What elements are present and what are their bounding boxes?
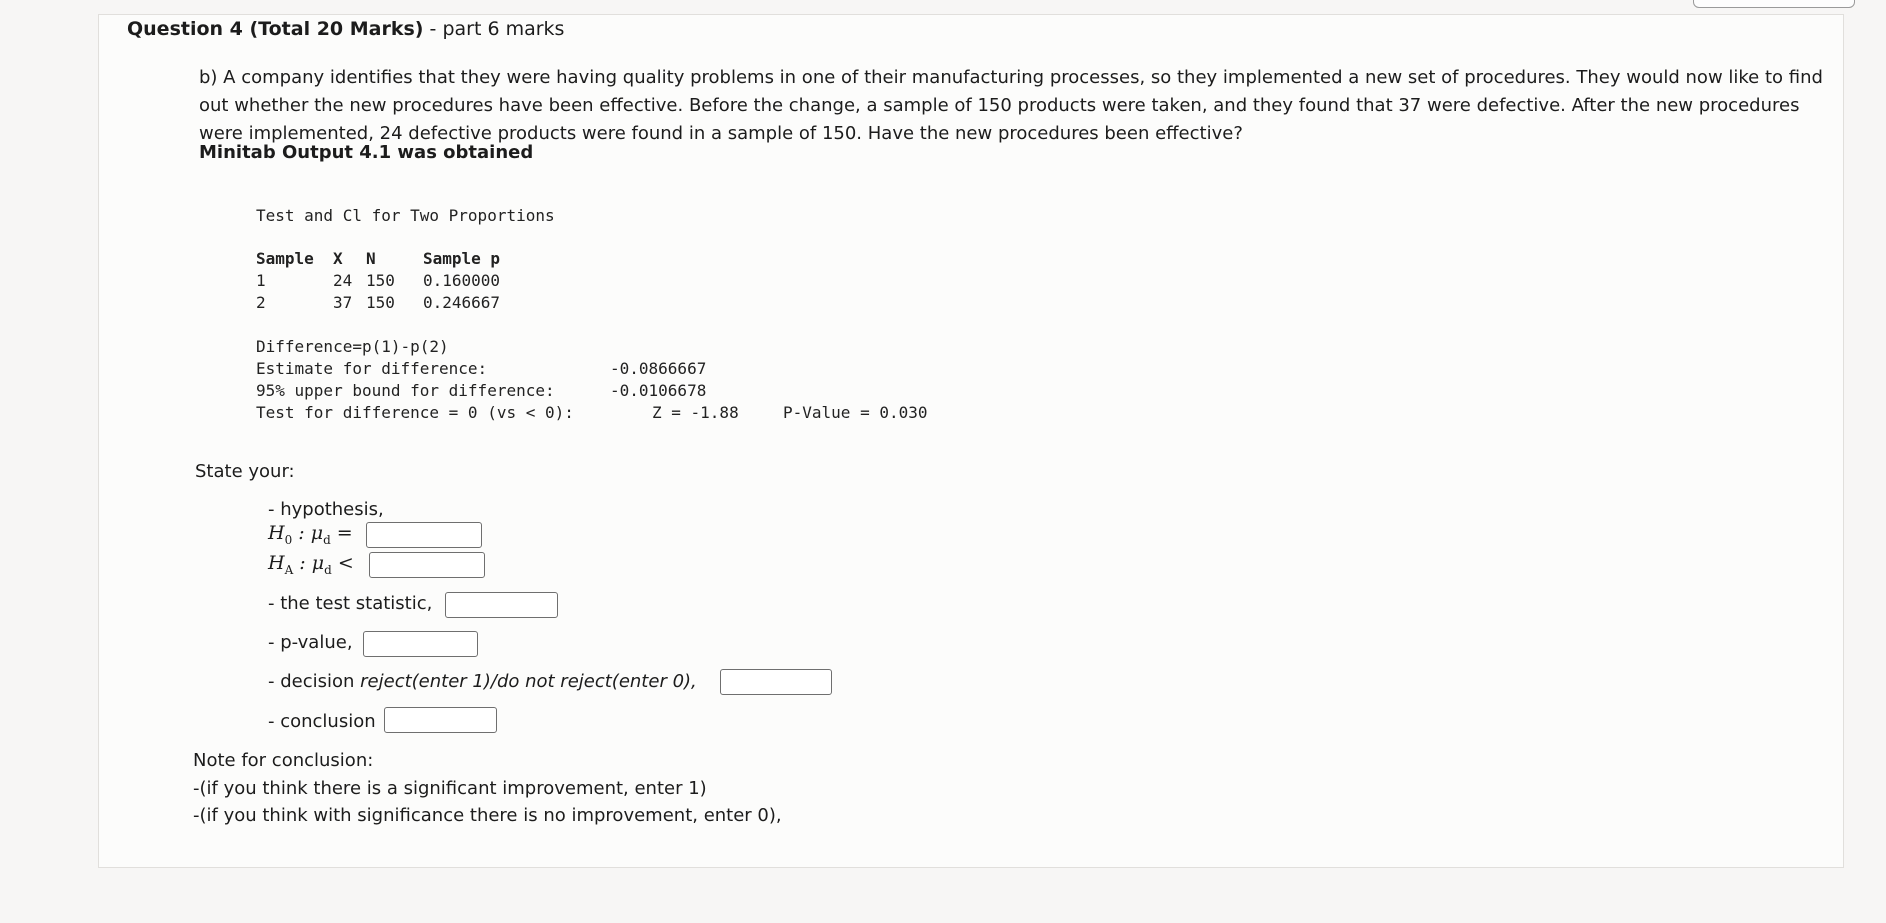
p-value-output: P-Value = 0.030 — [783, 403, 928, 422]
question-title: Question 4 (Total 20 Marks) — [127, 18, 424, 40]
ha-expression: $H_A$ : $\mu_d$ < — [268, 552, 354, 577]
question-header — [127, 18, 564, 40]
row1-p: 0.160000 — [423, 271, 501, 290]
row2-p: 0.246667 — [423, 293, 501, 312]
upper-bound-value: -0.0106678 — [610, 381, 707, 400]
col-sample: Sample — [256, 249, 314, 268]
test-statistic-label: - the test statistic, — [268, 593, 433, 614]
question-part: - part 6 marks — [429, 18, 565, 40]
output-title: Test and Cl for Two Proportions — [256, 206, 555, 225]
h0-input[interactable] — [366, 522, 482, 548]
col-n: N — [366, 249, 376, 268]
test-statistic-input[interactable] — [445, 592, 558, 618]
note-line-1: -(if you think there is a significant improvement, enter 1) — [193, 778, 707, 799]
decision-label: - decision reject(enter 1)/do not reject(enter 0), — [268, 671, 697, 692]
note-line-2: -(if you think with significance there is no improvement, enter 0), — [193, 805, 782, 826]
test-difference-label: Test for difference = 0 (vs < 0): — [256, 403, 574, 422]
p-value-input[interactable] — [363, 631, 478, 657]
hypothesis-label: - hypothesis, — [268, 499, 384, 520]
top-button[interactable] — [1693, 0, 1855, 8]
row2-sample: 2 — [256, 293, 266, 312]
problem-text: b) A company identifies that they were having quality problems in one of their manufacturing processes, so they implemented a new set of procedures. They would now like to find out whether the new procedures have been effective. Before the change, a sample of 150 products were taken, and they found that 37 were defective. After the new procedures were implemented, 24 defective products were found in a sample of 150. Have the new procedures been effective? — [199, 67, 1823, 144]
h0-expression: $H_0$ : $\mu_d$ = — [268, 522, 353, 547]
estimate-label: Estimate for difference: — [256, 359, 488, 378]
row1-x: 24 — [333, 271, 353, 290]
col-x: X — [333, 249, 343, 268]
p-value-label: - p-value, — [268, 632, 353, 653]
difference-definition: Difference=p(1)-p(2) — [256, 337, 449, 356]
minitab-output-title: Minitab Output 4.1 was obtained — [199, 142, 534, 163]
upper-bound-label: 95% upper bound for difference: — [256, 381, 555, 400]
note-title: Note for conclusion: — [193, 750, 374, 771]
row1-n: 150 — [366, 271, 395, 290]
ha-input[interactable] — [369, 552, 485, 578]
decision-input[interactable] — [720, 669, 832, 695]
conclusion-label: - conclusion — [268, 711, 376, 732]
row1-sample: 1 — [256, 271, 266, 290]
row2-x: 37 — [333, 293, 353, 312]
conclusion-input[interactable] — [384, 707, 497, 733]
state-your-label: State your: — [195, 461, 295, 482]
z-value: Z = -1.88 — [652, 403, 739, 422]
col-sample-p: Sample p — [423, 249, 501, 268]
row2-n: 150 — [366, 293, 395, 312]
estimate-value: -0.0866667 — [610, 359, 707, 378]
